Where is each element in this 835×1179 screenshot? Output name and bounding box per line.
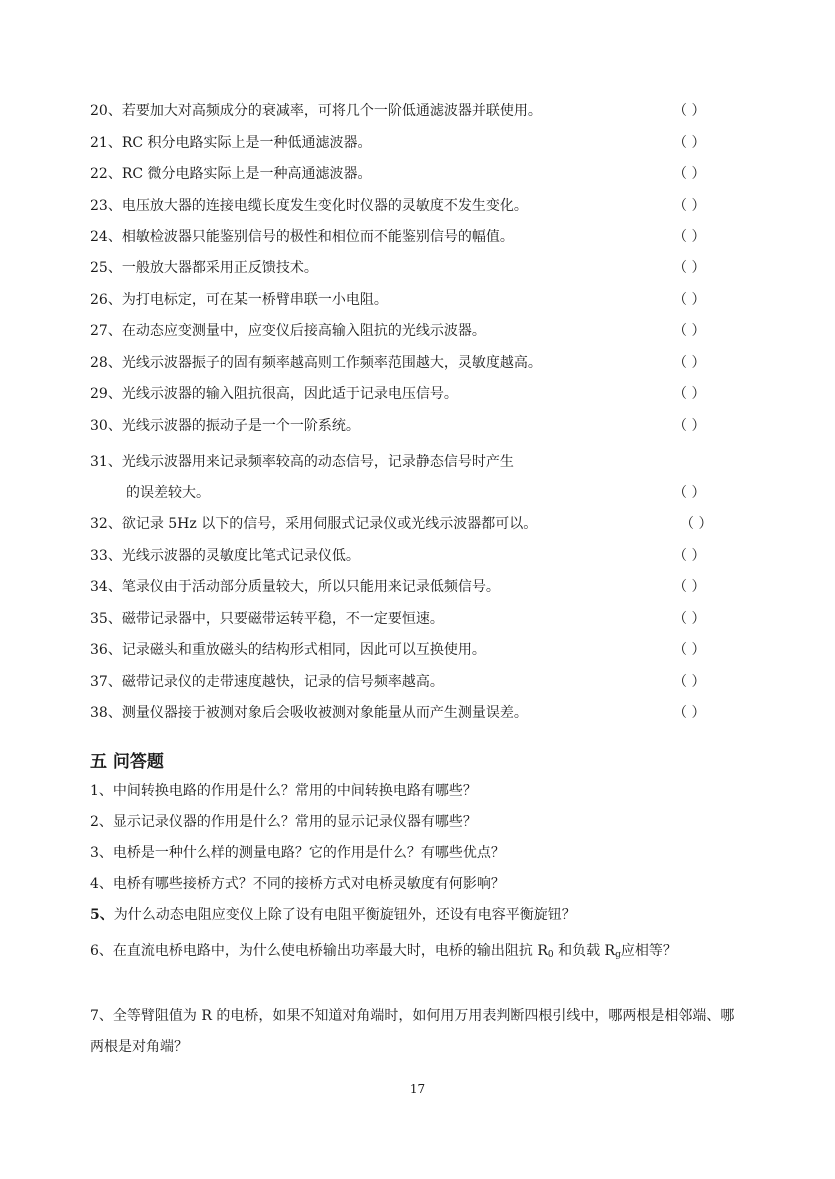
answer-blank: （ ）: [673, 611, 706, 627]
answer-blank: （ ）: [673, 579, 706, 595]
answer-blank: （ ）: [673, 705, 706, 721]
item-text: 22、RC 微分电路实际上是一种高通滤波器。: [90, 166, 372, 182]
item-text: 25、一般放大器都采用正反馈技术。: [90, 260, 318, 276]
question-6-part-a: 6、在直流电桥电路中，为什么使电桥输出功率最大时，电桥的输出阻抗 R: [90, 943, 548, 959]
question-6: [90, 936, 746, 971]
answer-blank: （ ）: [673, 292, 706, 308]
question-5: [90, 905, 576, 925]
answer-blank: （ ）: [673, 642, 706, 658]
answer-blank: （ ）: [680, 516, 713, 532]
answer-blank: （ ）: [673, 355, 706, 371]
answer-blank: （ ）: [673, 260, 706, 276]
item-text: 21、RC 积分电路实际上是一种低通滤波器。: [90, 135, 372, 151]
item-text: 24、相敏检波器只能鉴别信号的极性和相位而不能鉴别信号的幅值。: [90, 229, 514, 245]
question-6-part-c: 应相等？: [620, 943, 677, 959]
answer-blank: （ ）: [673, 674, 706, 690]
item-text: 29、光线示波器的输入阻抗很高，因此适于记录电压信号。: [90, 386, 458, 402]
answer-blank: （ ）: [673, 135, 706, 151]
answer-blank: （ ）: [673, 166, 706, 182]
question-6-subscript-g: g: [615, 950, 621, 960]
item-text: 32、欲记录 5Hz 以下的信号，采用伺服式记录仪或光线示波器都可以。: [90, 516, 538, 532]
question-5-text: 为什么动态电阻应变仪上除了设有电阻平衡旋钮外，还设有电容平衡旋钮？: [113, 907, 576, 923]
question-2: 2、显示记录仪器的作用是什么？常用的显示记录仪器有哪些？: [90, 814, 477, 830]
question-6-part-b: 和负载 R: [553, 943, 616, 959]
item-text-continued: 的误差较大。: [126, 485, 210, 501]
answer-blank: （ ）: [673, 386, 706, 402]
question-3: 3、电桥是一种什么样的测量电路？它的作用是什么？有哪些优点？: [90, 845, 505, 861]
item-text: 33、光线示波器的灵敏度比笔式记录仪低。: [90, 548, 360, 564]
answer-blank: （ ）: [673, 103, 706, 119]
page-number: 17: [409, 1082, 426, 1096]
item-text: 30、光线示波器的振动子是一个一阶系统。: [90, 418, 360, 434]
answer-blank: （ ）: [673, 323, 706, 339]
item-text: 35、磁带记录器中，只要磁带运转平稳，不一定要恒速。: [90, 611, 444, 627]
item-text: 26、为打电标定，可在某一桥臂串联一小电阻。: [90, 292, 388, 308]
question-5-number: 5、: [90, 907, 114, 923]
answer-blank: （ ）: [673, 229, 706, 245]
question-6-subscript-0: 0: [547, 950, 554, 960]
item-text: 34、笔录仪由于活动部分质量较大，所以只能用来记录低频信号。: [90, 579, 500, 595]
question-4: 4、电桥有哪些接桥方式？不同的接桥方式对电桥灵敏度有何影响？: [90, 876, 505, 892]
item-text: 27、在动态应变测量中，应变仪后接高输入阻抗的光线示波器。: [90, 323, 486, 339]
item-text: 38、测量仪器接于被测对象后会吸收被测对象能量从而产生测量误差。: [90, 705, 528, 721]
item-text: 20、若要加大对高频成分的衰减率，可将几个一阶低通滤波器并联使用。: [90, 103, 542, 119]
answer-blank: （ ）: [673, 418, 706, 434]
item-text: 23、电压放大器的连接电缆长度发生变化时仪器的灵敏度不发生变化。: [90, 198, 528, 214]
item-text: 36、记录磁头和重放磁头的结构形式相同，因此可以互换使用。: [90, 642, 486, 658]
answer-blank: （ ）: [673, 485, 706, 501]
answer-blank: （ ）: [673, 198, 706, 214]
item-text: 37、磁带记录仪的走带速度越快，记录的信号频率越高。: [90, 674, 444, 690]
question-1: 1、中间转换电路的作用是什么？常用的中间转换电路有哪些？: [90, 783, 477, 799]
answer-blank: （ ）: [673, 548, 706, 564]
item-text: 31、光线示波器用来记录频率较高的动态信号，记录静态信号时产生: [90, 454, 514, 470]
item-text: 28、光线示波器振子的固有频率越高则工作频率范围越大，灵敏度越高。: [90, 355, 542, 371]
section-title: 五 问答题: [90, 752, 164, 772]
question-7: 7、全等臂阻值为 R 的电桥，如果不知道对角端时，如何用万用表判断四根引线中，哪两根是相邻端、哪两根是对角端？: [90, 1008, 735, 1055]
